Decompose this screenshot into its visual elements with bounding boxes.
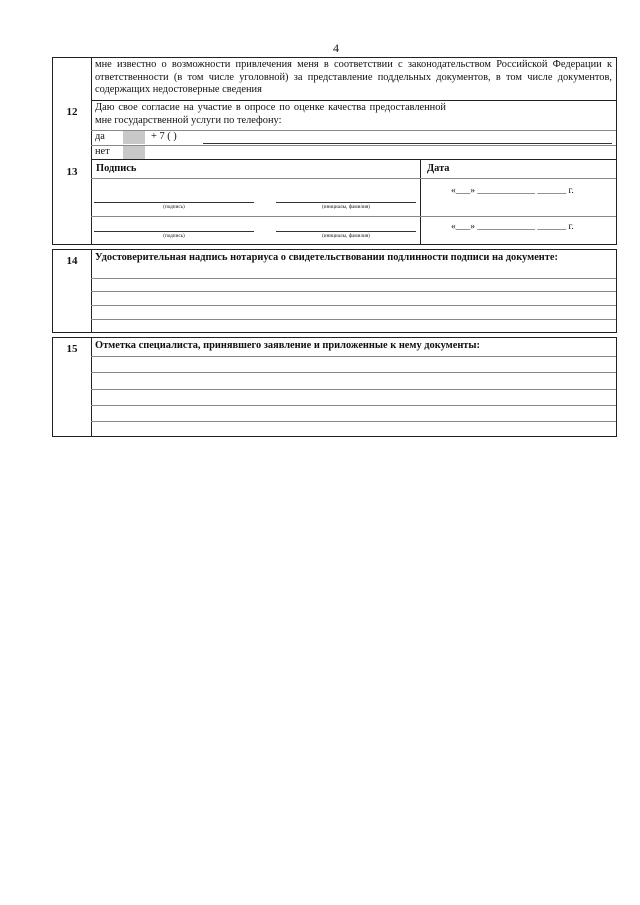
phone-input-line[interactable] — [203, 143, 612, 144]
yes-label: да — [95, 131, 105, 142]
notary-line-2[interactable] — [91, 291, 616, 292]
number-column — [53, 58, 92, 244]
row-number-14: 14 — [66, 255, 78, 267]
yes-checkbox[interactable] — [123, 131, 145, 144]
specialist-mark-label: Отметка специалиста, принявшего заявление и приложенные к нему документы: — [95, 340, 480, 351]
specialist-line-1[interactable] — [91, 356, 616, 357]
name-field-1[interactable] — [276, 202, 416, 203]
name-field-2[interactable] — [276, 231, 416, 232]
no-row-top — [91, 145, 616, 146]
page-number: 4 — [333, 41, 339, 55]
form-body-specialist — [91, 338, 616, 436]
notary-certification-label: Удостоверительная надпись нотариуса о свидетельствовании подлинности подписи на документе: — [95, 252, 558, 263]
form-body-upper — [91, 58, 616, 244]
signature-date-divider — [420, 159, 421, 244]
no-label: нет — [95, 146, 110, 157]
signature-field-2[interactable] — [94, 231, 254, 232]
no-checkbox[interactable] — [123, 146, 145, 159]
date-header: Дата — [427, 163, 450, 174]
form-table-upper — [52, 57, 617, 245]
row-divider — [91, 100, 616, 101]
notary-line-1[interactable] — [91, 278, 616, 279]
name-caption-2: (инициалы, фамилия) — [322, 233, 370, 239]
date-field-2[interactable]: «___» ____________ ______ г. — [451, 221, 574, 232]
notary-line-4[interactable] — [91, 319, 616, 320]
specialist-line-4[interactable] — [91, 405, 616, 406]
row-divider — [91, 159, 616, 160]
specialist-line-2[interactable] — [91, 372, 616, 373]
header-underline — [91, 178, 616, 179]
signature-header: Подпись — [96, 163, 137, 174]
specialist-line-3[interactable] — [91, 389, 616, 390]
survey-consent-text: Даю свое согласие на участие в опросе по оценке качества предоставленной мне государственной услуги по телефону: — [95, 102, 446, 126]
form-body-notary — [91, 250, 616, 332]
phone-prefix: + 7 ( ) — [151, 131, 177, 142]
form-table-specialist — [52, 337, 617, 437]
row-number-15: 15 — [66, 343, 78, 355]
row-number-13: 13 — [66, 166, 78, 178]
row-number-12: 12 — [66, 106, 78, 118]
name-caption-1: (инициалы, фамилия) — [322, 204, 370, 210]
date-field-1[interactable]: «___» ____________ ______ г. — [451, 185, 574, 196]
liability-notice-text: мне известно о возможности привлечения меня в соответствии с законодательством Российской Федерации к ответственности (в том числе уголовной) за представление поддельных документов, в том числе документов, содержащих недостоверные сведения — [95, 59, 612, 95]
signature-divider — [91, 216, 616, 217]
specialist-line-5[interactable] — [91, 421, 616, 422]
notary-line-3[interactable] — [91, 305, 616, 306]
signature-caption-2: (подпись) — [163, 233, 185, 239]
signature-caption-1: (подпись) — [163, 204, 185, 210]
signature-field-1[interactable] — [94, 202, 254, 203]
form-table-notary — [52, 249, 617, 333]
